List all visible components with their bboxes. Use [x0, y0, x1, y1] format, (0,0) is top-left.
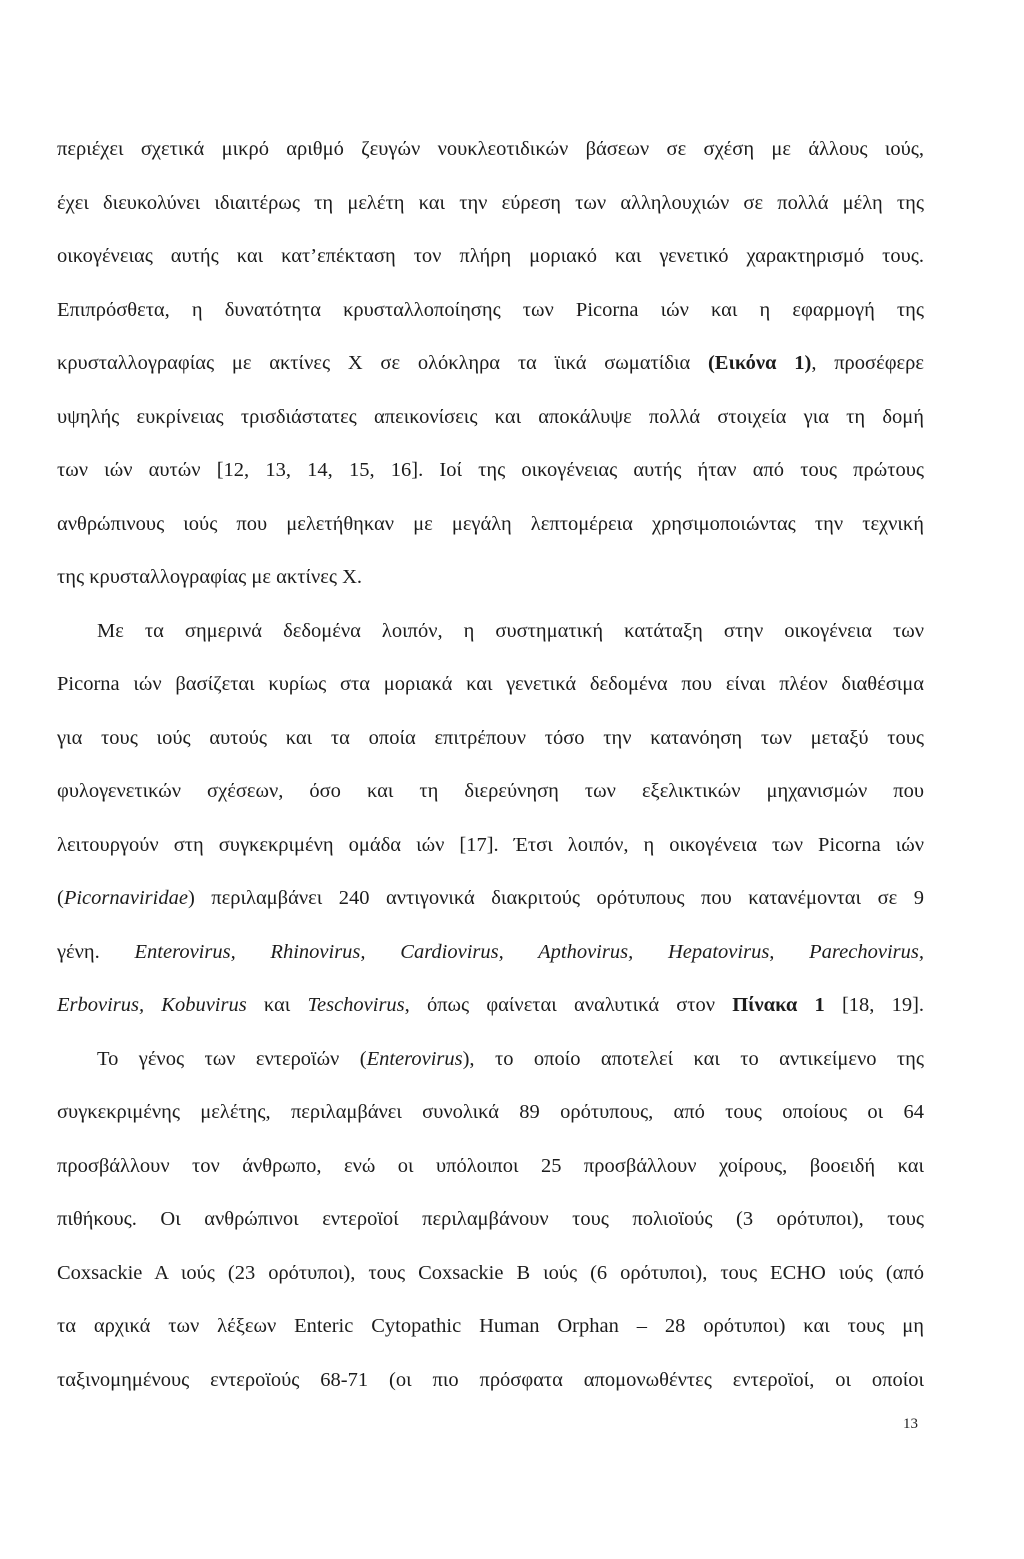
text-run: για τους ιούς αυτούς και τα οποία επιτρέπουν τόσο την κατανόηση των μεταξύ τους — [57, 726, 924, 749]
paragraph — [57, 605, 924, 1033]
text-line — [57, 605, 924, 659]
text-line — [57, 284, 924, 338]
text-line — [57, 712, 924, 766]
text-line — [57, 123, 924, 177]
text-run: , προσέφερε — [811, 352, 924, 374]
text-line — [57, 1300, 924, 1354]
text-run: Επιπρόσθετα, η δυνατότητα κρυσταλλοποίησης των Picorna ιών και η εφαρμογή της — [57, 298, 924, 321]
text-run: Με τα σημερινά δεδομένα λοιπόν, η συστηματική κατάταξη στην οικογένεια των — [97, 619, 924, 642]
text-run: και — [246, 994, 308, 1016]
italic-text-run: Enterovirus, Rhinovirus, Cardiovirus, Apthovirus, Hepatovirus, Parechovirus, — [134, 940, 924, 963]
body-text — [57, 123, 924, 1407]
text-run: ) περιλαμβάνει 240 αντιγονικά διακριτούς ορότυπους που κατανέμονται σε 9 — [187, 887, 924, 909]
italic-text-run: Erbovirus, Kobuvirus — [57, 994, 247, 1016]
italic-text-run: Picornaviridae — [63, 887, 188, 909]
text-run: περιέχει σχετικά μικρό αριθμό ζευγών νουκλεοτιδικών βάσεων σε σχέση με άλλους ιούς, — [57, 138, 924, 160]
text-run: Coxsackie A ιούς (23 ορότυποι), τους Coxsackie B ιούς (6 ορότυποι), τους ECHO ιούς (από — [57, 1261, 924, 1284]
bold-text-run: (Εικόνα 1) — [707, 352, 812, 374]
text-line — [57, 1247, 924, 1301]
italic-text-run: Teschovirus — [307, 994, 405, 1016]
text-line — [57, 551, 924, 605]
text-line — [57, 819, 924, 873]
paragraph — [57, 123, 924, 605]
text-run: της κρυσταλλογραφίας με ακτίνες Χ. — [57, 566, 363, 588]
text-run: προσβάλλουν τον άνθρωπο, ενώ οι υπόλοιποι 25 προσβάλλουν χοίρους, βοοειδή και — [57, 1154, 924, 1177]
text-run: οικογένειας αυτής και κατ’επέκταση τον πλήρη μοριακό και γενετικό χαρακτηρισμό τους. — [57, 245, 924, 267]
paragraph — [57, 1033, 924, 1408]
text-line — [57, 391, 924, 445]
text-run: κρυσταλλογραφίας με ακτίνες Χ σε ολόκληρα τα ϊικά σωματίδια — [57, 352, 708, 374]
text-line — [57, 498, 924, 552]
text-line — [57, 1140, 924, 1194]
text-line — [57, 1193, 924, 1247]
text-run: ανθρώπινους ιούς που μελετήθηκαν με μεγάλη λεπτομέρεια χρησιμοποιώντας την τεχνική — [57, 512, 924, 535]
text-line — [57, 337, 924, 391]
text-run: υψηλής ευκρίνειας τρισδιάστατες απεικονίσεις και αποκάλυψε πολλά στοιχεία για τη δομή — [57, 405, 924, 428]
text-run: ταξινομημένους εντεροϊούς 68-71 (οι πιο πρόσφατα απομονωθέντες εντεροϊοί, οι οποίοι — [57, 1368, 924, 1391]
text-line — [57, 230, 924, 284]
text-run: πιθήκους. Οι ανθρώπινοι εντεροϊοί περιλαμβάνουν τους πολιοϊούς (3 ορότυποι), τους — [57, 1208, 924, 1230]
text-line — [57, 979, 924, 1033]
page-number: 13 — [903, 1416, 918, 1432]
text-run: ), το οποίο αποτελεί και το αντικείμενο της — [462, 1047, 924, 1070]
text-line — [57, 1086, 924, 1140]
text-line — [57, 658, 924, 712]
text-run: των ιών αυτών [12, 13, 14, 15, 16]. Ιοί της οικογένειας αυτής ήταν από τους πρώτους — [57, 459, 924, 481]
text-line — [57, 926, 924, 980]
text-run: τα αρχικά των λέξεων Enteric Cytopathic Human Orphan – 28 ορότυποι) και τους μη — [57, 1315, 924, 1337]
text-run: ( — [57, 887, 64, 909]
text-run: [18, 19]. — [824, 994, 925, 1016]
text-run: Το γένος των εντεροϊών ( — [97, 1047, 367, 1070]
text-line — [57, 444, 924, 498]
text-run: συγκεκριμένης μελέτης, περιλαμβάνει συνολικά 89 ορότυπους, από τους οποίους οι 64 — [57, 1101, 924, 1123]
text-run: Picorna ιών βασίζεται κυρίως στα μοριακά και γενετικά δεδομένα που είναι πλέον διαθέσιμα — [57, 673, 924, 695]
text-run: φυλογενετικών σχέσεων, όσο και τη διερεύνηση των εξελικτικών μηχανισμών που — [57, 780, 924, 802]
text-run: γένη. — [57, 940, 135, 963]
text-line — [57, 1033, 924, 1087]
text-line — [57, 177, 924, 231]
text-run: , όπως φαίνεται αναλυτικά στον — [404, 994, 733, 1016]
italic-text-run: Enterovirus — [366, 1047, 463, 1070]
text-run: έχει διευκολύνει ιδιαιτέρως τη μελέτη και την εύρεση των αλληλουχιών σε πολλά μέλη της — [57, 191, 924, 214]
text-run: λειτουργούν στη συγκεκριμένη ομάδα ιών [17]. Έτσι λοιπόν, η οικογένεια των Picorna ιών — [57, 833, 924, 856]
bold-text-run: Πίνακα 1 — [732, 994, 825, 1016]
text-line — [57, 872, 924, 926]
text-line — [57, 765, 924, 819]
text-line — [57, 1354, 924, 1408]
